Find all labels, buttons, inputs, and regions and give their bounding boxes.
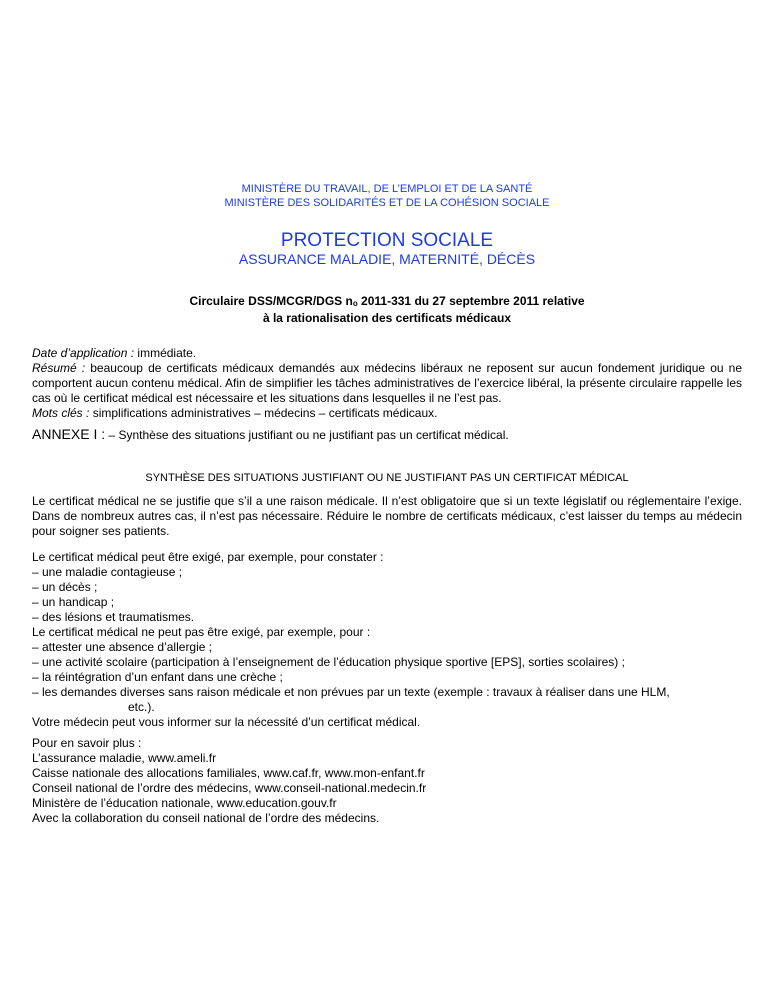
circular-line-1: Circulaire DSS/MCGR/DGS no 2011-331 du 27 septembre 2011 relative bbox=[189, 294, 585, 308]
more-info-line: Conseil national de l’ordre des médecins, www.conseil-national.medecin.fr bbox=[32, 781, 427, 795]
more-info-line: Ministère de l’éducation nationale, www.education.gouv.fr bbox=[32, 796, 337, 810]
annexe-description: – Synthèse des situations justifiant ou ne justifiant pas un certificat médical. bbox=[105, 428, 509, 442]
circular-line-2: à la rationalisation des certificats médicaux bbox=[262, 311, 512, 325]
ministry-line-2: MINISTÈRE DES SOLIDARITÉS ET DE LA COHÉSION SOCIALE bbox=[224, 197, 550, 209]
ministry-line-1: MINISTÈRE DU TRAVAIL, DE L’EMPLOI ET DE LA SANTÉ bbox=[241, 183, 533, 195]
section-subtitle: ASSURANCE MALADIE, MATERNITÉ, DÉCÈS bbox=[238, 251, 536, 267]
section-title: PROTECTION SOCIALE bbox=[280, 230, 494, 251]
annexe-line bbox=[32, 426, 742, 444]
list-item: – un décès ; bbox=[32, 580, 98, 594]
synthese-title: SYNTHÈSE DES SITUATIONS JUSTIFIANT OU NE JUSTIFIANT PAS UN CERTIFICAT MÉDICAL bbox=[145, 472, 629, 484]
certificate-lists bbox=[32, 550, 742, 730]
more-info-title: Pour en savoir plus : bbox=[32, 736, 142, 750]
annexe-label: ANNEXE I : bbox=[32, 426, 106, 442]
list-item: – la réintégration d’un enfant dans une crèche ; bbox=[32, 670, 283, 684]
resume-paragraph: Résumé : beaucoup de certificats médicaux demandés aux médecins libéraux ne reposent sur aucun fondement juridique ou ne comportent aucun contenu médical. Afin de simplifier les tâches administratives de l’exercice libéral, la présente circulaire rappelle les cas où le certificat médical est nécessaire et les situations dans lesquelles il ne l’est pas. bbox=[32, 361, 742, 405]
more-info-section bbox=[32, 736, 742, 826]
list-item: – attester une absence d’allergie ; bbox=[32, 640, 213, 654]
required-intro: Le certificat médical peut être exigé, par exemple, pour constater : bbox=[32, 550, 384, 564]
not-required-intro: Le certificat médical ne peut pas être exigé, par exemple, pour : bbox=[32, 625, 371, 639]
keywords: Mots clés : simplifications administratives – médecins – certificats médicaux. bbox=[32, 406, 438, 420]
list-item: – un handicap ; bbox=[32, 595, 115, 609]
list-item: – des lésions et traumatismes. bbox=[32, 610, 195, 624]
more-info-line: L’assurance maladie, www.ameli.fr bbox=[32, 751, 217, 765]
list-item: – les demandes diverses sans raison médicale et non prévues par un texte (exemple : travaux à réaliser dans une HLM, etc.). bbox=[32, 685, 670, 714]
list-item: – une activité scolaire (participation à l’enseignement de l’éducation physique sportive [EPS], sorties scolaires) ; bbox=[32, 655, 625, 669]
synthese-paragraph bbox=[32, 494, 742, 539]
more-info-line: Caisse nationale des allocations familiales, www.caf.fr, www.mon-enfant.fr bbox=[32, 766, 425, 780]
circular-summary bbox=[32, 346, 742, 421]
list-item: – une maladie contagieuse ; bbox=[32, 565, 183, 579]
circular-title bbox=[32, 294, 742, 326]
ministries-header bbox=[32, 182, 742, 210]
more-info-line: Avec la collaboration du conseil national de l’ordre des médecins. bbox=[32, 811, 380, 825]
synthese-text: Le certificat médical ne se justifie que s’il a une raison médicale. Il n’est obligatoire que si un texte législatif ou réglementaire l’exige. Dans de nombreux autres cas, il n’est pas nécessaire. Réduire le nombre de certificats médicaux, c’est laisser du temps au médecin pour soigner ses patients. bbox=[32, 494, 742, 538]
application-date: Date d’application : immédiate. bbox=[32, 346, 197, 360]
closing-sentence: Votre médecin peut vous informer sur la nécessité d’un certificat médical. bbox=[32, 715, 421, 729]
